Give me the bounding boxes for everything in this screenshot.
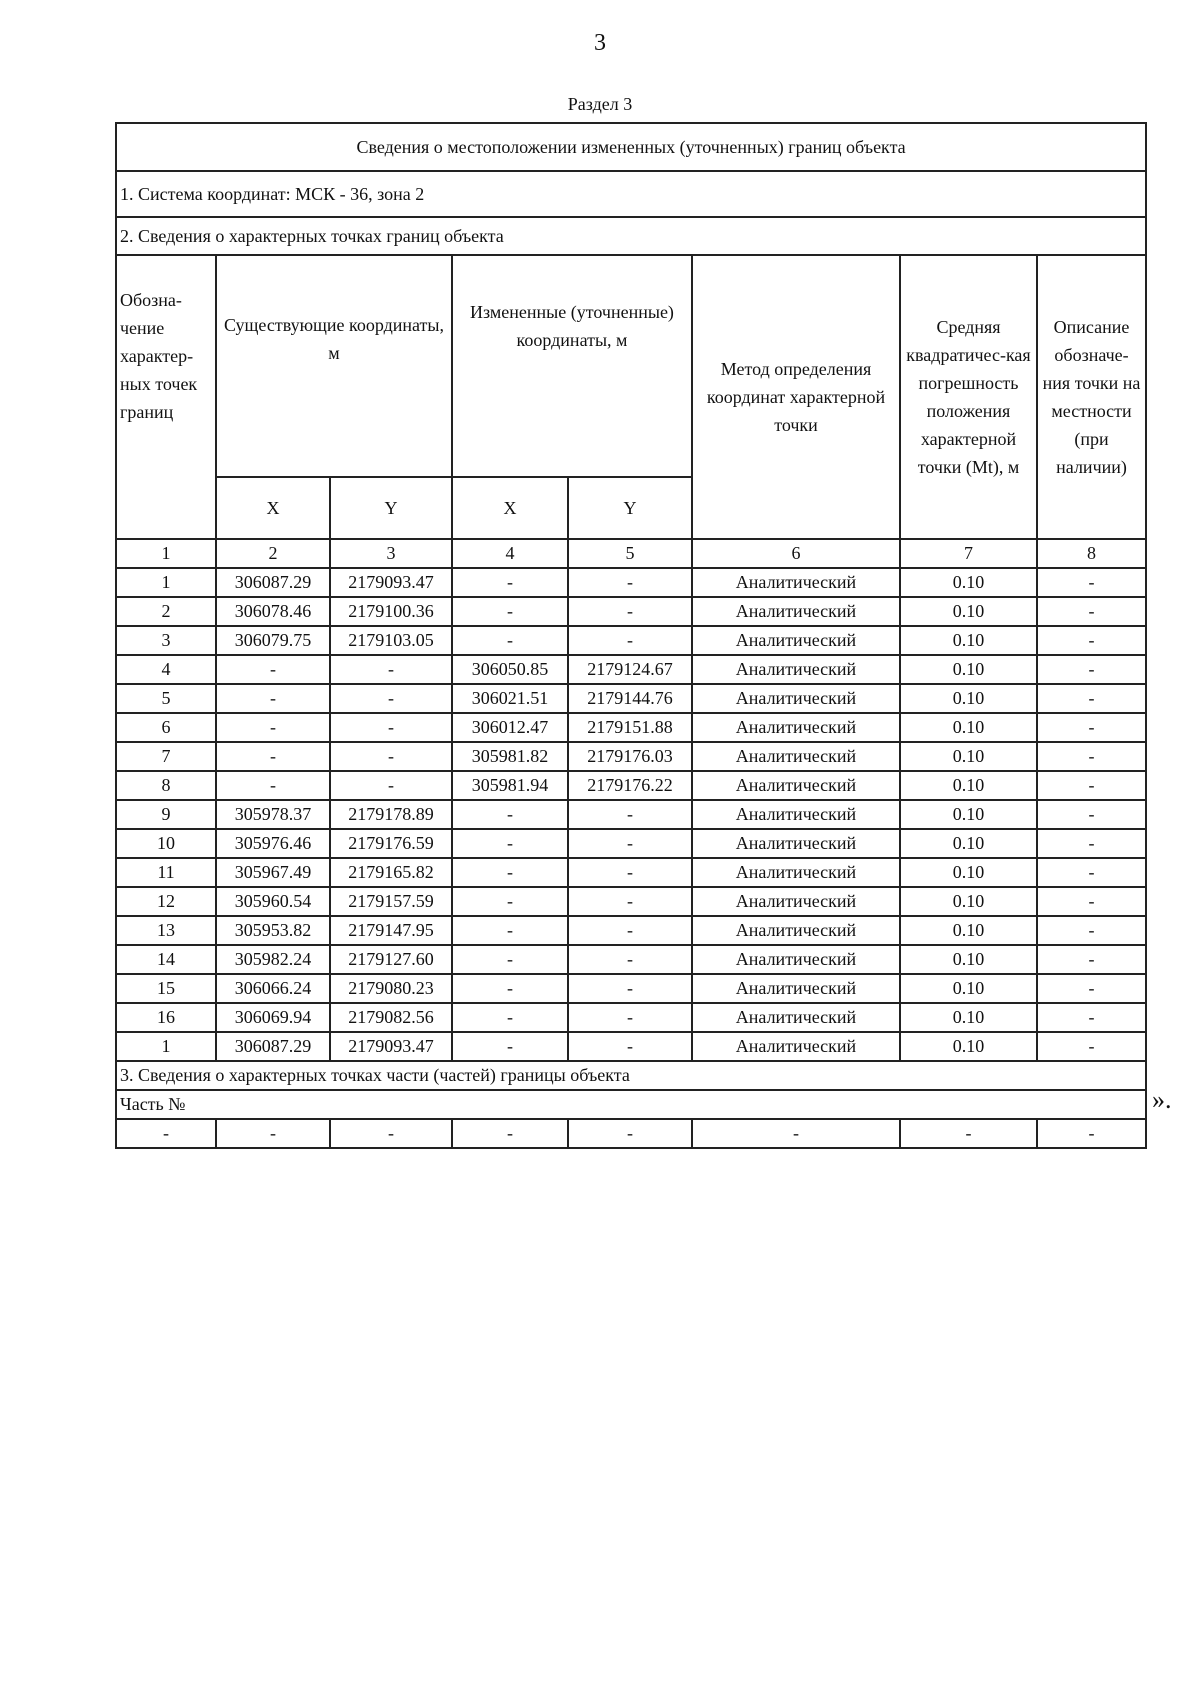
changed-y-cell: -: [568, 829, 692, 858]
error-cell: 0.10: [900, 1032, 1037, 1061]
changed-y-cell: 2179124.67: [568, 655, 692, 684]
method-cell: Аналитический: [692, 626, 900, 655]
table-row: [116, 1032, 1146, 1061]
column-number-cell: 6: [692, 539, 900, 568]
part-cell: -: [452, 1119, 568, 1148]
point-id-cell: 3: [116, 626, 216, 655]
column-number-cell: 1: [116, 539, 216, 568]
existing-x-cell: 305967.49: [216, 858, 330, 887]
table-row: [116, 713, 1146, 742]
error-cell: 0.10: [900, 887, 1037, 916]
changed-x-cell: 306050.85: [452, 655, 568, 684]
header-changed-coordinates: Измененные (уточненные) координаты, м: [452, 255, 692, 477]
point-id-cell: 2: [116, 597, 216, 626]
method-cell: Аналитический: [692, 771, 900, 800]
description-cell: -: [1037, 684, 1146, 713]
part-row: [116, 1119, 1146, 1148]
column-number-cell: 4: [452, 539, 568, 568]
header-existing-x: X: [216, 477, 330, 539]
column-number-cell: 8: [1037, 539, 1146, 568]
method-cell: Аналитический: [692, 684, 900, 713]
existing-x-cell: -: [216, 655, 330, 684]
changed-x-cell: 305981.94: [452, 771, 568, 800]
description-cell: -: [1037, 829, 1146, 858]
description-cell: -: [1037, 771, 1146, 800]
changed-y-cell: 2179144.76: [568, 684, 692, 713]
description-cell: -: [1037, 597, 1146, 626]
parts-heading: 3. Сведения о характерных точках части (частей) границы объекта: [116, 1061, 1146, 1090]
existing-y-cell: -: [330, 742, 452, 771]
point-id-cell: 6: [116, 713, 216, 742]
existing-y-cell: 2179176.59: [330, 829, 452, 858]
error-cell: 0.10: [900, 713, 1037, 742]
method-cell: Аналитический: [692, 800, 900, 829]
existing-x-cell: 306078.46: [216, 597, 330, 626]
points-heading: 2. Сведения о характерных точках границ объекта: [116, 217, 1146, 255]
table-row: [116, 684, 1146, 713]
part-cell: -: [1037, 1119, 1146, 1148]
header-designation: Обозна-чение характер-ных точек границ: [116, 255, 216, 539]
part-cell: -: [692, 1119, 900, 1148]
existing-x-cell: 305978.37: [216, 800, 330, 829]
point-id-cell: 4: [116, 655, 216, 684]
description-cell: -: [1037, 1003, 1146, 1032]
existing-x-cell: 305982.24: [216, 945, 330, 974]
changed-y-cell: -: [568, 1032, 692, 1061]
method-cell: Аналитический: [692, 742, 900, 771]
changed-x-cell: -: [452, 916, 568, 945]
column-number-cell: 7: [900, 539, 1037, 568]
method-cell: Аналитический: [692, 1032, 900, 1061]
part-cell: -: [900, 1119, 1037, 1148]
description-cell: -: [1037, 800, 1146, 829]
table-row: [116, 974, 1146, 1003]
changed-x-cell: -: [452, 800, 568, 829]
point-id-cell: 1: [116, 568, 216, 597]
changed-y-cell: -: [568, 945, 692, 974]
changed-x-cell: -: [452, 974, 568, 1003]
part-label: Часть №: [116, 1090, 1146, 1119]
existing-x-cell: 306087.29: [216, 1032, 330, 1061]
existing-y-cell: 2179093.47: [330, 1032, 452, 1061]
description-cell: -: [1037, 742, 1146, 771]
header-error: Средняя квадратичес-кая погрешность положения характерной точки (Mt), м: [900, 255, 1037, 539]
changed-y-cell: -: [568, 800, 692, 829]
method-cell: Аналитический: [692, 887, 900, 916]
description-cell: -: [1037, 974, 1146, 1003]
header-changed-y: Y: [568, 477, 692, 539]
error-cell: 0.10: [900, 771, 1037, 800]
existing-y-cell: 2179103.05: [330, 626, 452, 655]
header-existing-y: Y: [330, 477, 452, 539]
existing-y-cell: -: [330, 771, 452, 800]
changed-y-cell: -: [568, 1003, 692, 1032]
existing-x-cell: -: [216, 771, 330, 800]
table-row: [116, 858, 1146, 887]
description-cell: -: [1037, 1032, 1146, 1061]
table-row: [116, 597, 1146, 626]
coordinate-system: 1. Система координат: МСК - 36, зона 2: [116, 171, 1146, 217]
point-id-cell: 15: [116, 974, 216, 1003]
existing-y-cell: -: [330, 655, 452, 684]
table-title: Сведения о местоположении измененных (уточненных) границ объекта: [116, 123, 1146, 171]
existing-y-cell: 2179165.82: [330, 858, 452, 887]
error-cell: 0.10: [900, 568, 1037, 597]
existing-x-cell: 306079.75: [216, 626, 330, 655]
error-cell: 0.10: [900, 626, 1037, 655]
column-number-cell: 3: [330, 539, 452, 568]
column-number-row: [116, 539, 1146, 568]
point-id-cell: 14: [116, 945, 216, 974]
changed-y-cell: -: [568, 858, 692, 887]
changed-y-cell: 2179151.88: [568, 713, 692, 742]
existing-x-cell: -: [216, 713, 330, 742]
changed-x-cell: -: [452, 568, 568, 597]
part-cell: -: [330, 1119, 452, 1148]
changed-y-cell: -: [568, 626, 692, 655]
method-cell: Аналитический: [692, 974, 900, 1003]
changed-y-cell: -: [568, 887, 692, 916]
existing-x-cell: 306066.24: [216, 974, 330, 1003]
existing-y-cell: 2179147.95: [330, 916, 452, 945]
header-method: Метод определения координат характерной точки: [692, 255, 900, 539]
description-cell: -: [1037, 858, 1146, 887]
closing-quote-mark: ».: [1152, 1085, 1172, 1114]
changed-y-cell: -: [568, 916, 692, 945]
changed-x-cell: -: [452, 626, 568, 655]
method-cell: Аналитический: [692, 829, 900, 858]
description-cell: -: [1037, 655, 1146, 684]
existing-x-cell: -: [216, 684, 330, 713]
part-cell: -: [216, 1119, 330, 1148]
table-row: [116, 626, 1146, 655]
existing-y-cell: 2179082.56: [330, 1003, 452, 1032]
point-id-cell: 13: [116, 916, 216, 945]
method-cell: Аналитический: [692, 1003, 900, 1032]
changed-x-cell: -: [452, 1032, 568, 1061]
error-cell: 0.10: [900, 829, 1037, 858]
table-row: [116, 916, 1146, 945]
boundary-coordinates-table: [115, 122, 1147, 1149]
point-id-cell: 10: [116, 829, 216, 858]
part-cell: -: [568, 1119, 692, 1148]
table-row: [116, 568, 1146, 597]
existing-y-cell: 2179178.89: [330, 800, 452, 829]
existing-y-cell: -: [330, 713, 452, 742]
part-cell: -: [116, 1119, 216, 1148]
header-existing-coordinates: Существующие координаты, м: [216, 255, 452, 477]
existing-y-cell: 2179157.59: [330, 887, 452, 916]
changed-x-cell: -: [452, 945, 568, 974]
point-id-cell: 12: [116, 887, 216, 916]
page-number: 3: [594, 30, 606, 56]
existing-y-cell: 2179080.23: [330, 974, 452, 1003]
point-id-cell: 9: [116, 800, 216, 829]
error-cell: 0.10: [900, 684, 1037, 713]
changed-y-cell: 2179176.22: [568, 771, 692, 800]
existing-x-cell: -: [216, 742, 330, 771]
section-title: Раздел 3: [567, 94, 633, 114]
method-cell: Аналитический: [692, 916, 900, 945]
existing-y-cell: 2179100.36: [330, 597, 452, 626]
point-id-cell: 11: [116, 858, 216, 887]
changed-x-cell: -: [452, 858, 568, 887]
column-number-cell: 2: [216, 539, 330, 568]
description-cell: -: [1037, 568, 1146, 597]
existing-y-cell: -: [330, 684, 452, 713]
error-cell: 0.10: [900, 974, 1037, 1003]
table-row: [116, 887, 1146, 916]
changed-x-cell: -: [452, 829, 568, 858]
method-cell: Аналитический: [692, 597, 900, 626]
table-row: [116, 829, 1146, 858]
error-cell: 0.10: [900, 597, 1037, 626]
column-number-cell: 5: [568, 539, 692, 568]
point-id-cell: 8: [116, 771, 216, 800]
table-row: [116, 945, 1146, 974]
point-id-cell: 7: [116, 742, 216, 771]
error-cell: 0.10: [900, 916, 1037, 945]
header-changed-x: X: [452, 477, 568, 539]
existing-x-cell: 306069.94: [216, 1003, 330, 1032]
description-cell: -: [1037, 945, 1146, 974]
point-id-cell: 5: [116, 684, 216, 713]
description-cell: -: [1037, 887, 1146, 916]
changed-x-cell: 306021.51: [452, 684, 568, 713]
point-id-cell: 1: [116, 1032, 216, 1061]
error-cell: 0.10: [900, 742, 1037, 771]
method-cell: Аналитический: [692, 945, 900, 974]
changed-y-cell: -: [568, 974, 692, 1003]
error-cell: 0.10: [900, 945, 1037, 974]
changed-y-cell: -: [568, 597, 692, 626]
point-id-cell: 16: [116, 1003, 216, 1032]
existing-x-cell: 305953.82: [216, 916, 330, 945]
table-row: [116, 742, 1146, 771]
changed-y-cell: 2179176.03: [568, 742, 692, 771]
method-cell: Аналитический: [692, 568, 900, 597]
existing-y-cell: 2179093.47: [330, 568, 452, 597]
error-cell: 0.10: [900, 1003, 1037, 1032]
changed-x-cell: 305981.82: [452, 742, 568, 771]
existing-x-cell: 305960.54: [216, 887, 330, 916]
changed-x-cell: -: [452, 597, 568, 626]
description-cell: -: [1037, 713, 1146, 742]
table-row: [116, 771, 1146, 800]
method-cell: Аналитический: [692, 858, 900, 887]
header-description: Описание обозначе-ния точки на местности (при наличии): [1037, 255, 1146, 539]
method-cell: Аналитический: [692, 655, 900, 684]
existing-x-cell: 305976.46: [216, 829, 330, 858]
error-cell: 0.10: [900, 858, 1037, 887]
error-cell: 0.10: [900, 655, 1037, 684]
method-cell: Аналитический: [692, 713, 900, 742]
table-row: [116, 800, 1146, 829]
description-cell: -: [1037, 916, 1146, 945]
changed-y-cell: -: [568, 568, 692, 597]
changed-x-cell: -: [452, 1003, 568, 1032]
changed-x-cell: -: [452, 887, 568, 916]
table-row: [116, 1003, 1146, 1032]
changed-x-cell: 306012.47: [452, 713, 568, 742]
error-cell: 0.10: [900, 800, 1037, 829]
existing-x-cell: 306087.29: [216, 568, 330, 597]
existing-y-cell: 2179127.60: [330, 945, 452, 974]
description-cell: -: [1037, 626, 1146, 655]
table-row: [116, 655, 1146, 684]
